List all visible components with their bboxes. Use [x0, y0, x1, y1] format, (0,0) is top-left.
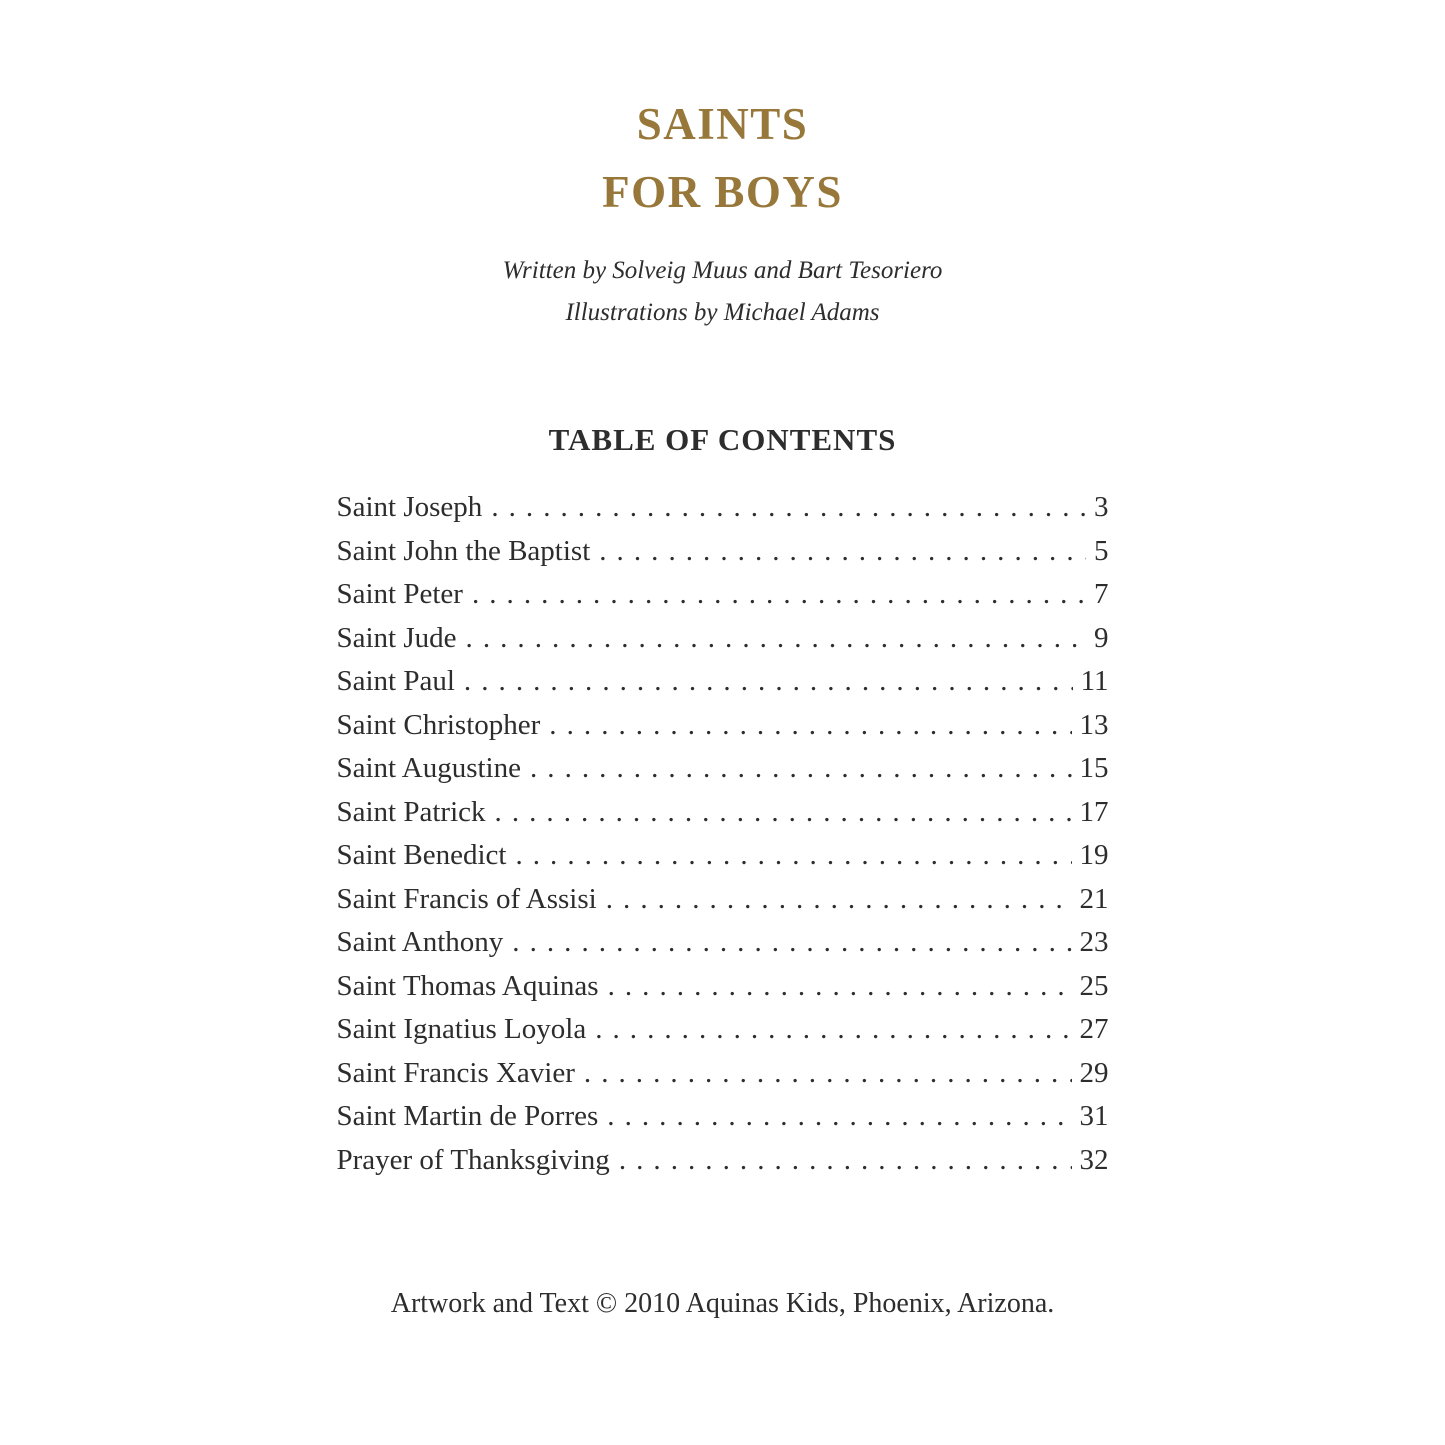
toc-entry [337, 660, 1109, 704]
toc-entry-label: Saint Joseph [336, 491, 483, 523]
toc-leader-dots [466, 617, 1086, 661]
toc-entry [337, 617, 1109, 661]
copyright-line: Artwork and Text © 2010 Aquinas Kids, Phoenix, Arizona. [390, 1288, 1055, 1319]
toc-leader-dots [495, 791, 1072, 835]
toc-leader-dots [515, 834, 1071, 878]
toc-entry-page-number: 31 [1079, 1100, 1109, 1132]
toc-entry [337, 878, 1109, 922]
toc-entry-label: Saint Thomas Aquinas [336, 969, 599, 1002]
toc-entry-label: Saint Martin de Porres [336, 1100, 599, 1132]
toc-entry-page-number: 25 [1079, 969, 1109, 1002]
toc-leader-dots [472, 573, 1086, 617]
toc-entry-page-number: 17 [1079, 795, 1109, 828]
toc-entry-page-number: 3 [1094, 491, 1109, 523]
toc-leader-dots [607, 1095, 1071, 1139]
toc-leader-dots [491, 486, 1086, 530]
toc-entry [337, 1052, 1109, 1096]
toc-leader-dots [608, 965, 1072, 1009]
toc-entry-label: Saint Patrick [336, 795, 486, 828]
toc-entry-label: Saint Peter [336, 578, 463, 610]
toc-entry [337, 530, 1109, 574]
toc-entry [337, 965, 1109, 1009]
toc-entry-label: Saint Jude [336, 621, 457, 654]
toc-entry [337, 1095, 1109, 1139]
toc-entry [337, 834, 1109, 878]
toc-entry-page-number: 19 [1079, 839, 1109, 871]
toc-leader-dots [464, 660, 1073, 704]
toc-entry-label: Saint Augustine [336, 752, 521, 784]
toc-entry [337, 791, 1109, 835]
book-title-line2: FOR BOYS [602, 167, 843, 217]
toc-entry-page-number: 23 [1079, 926, 1109, 958]
toc-leader-dots [599, 530, 1086, 574]
toc-entry [337, 1008, 1109, 1052]
toc-heading: TABLE OF CONTENTS [548, 422, 897, 457]
toc-leader-dots [595, 1008, 1071, 1052]
toc-entry [337, 747, 1109, 791]
toc-entry-page-number: 13 [1079, 708, 1109, 741]
toc-entry-page-number: 7 [1094, 578, 1109, 610]
toc-entry [337, 1139, 1109, 1183]
toc-leader-dots [512, 921, 1071, 965]
toc-entry-label: Saint Francis of Assisi [336, 882, 597, 915]
toc-entry-label: Saint Paul [336, 665, 455, 697]
toc-leader-dots [549, 704, 1071, 748]
toc-entry-page-number: 5 [1094, 534, 1109, 567]
toc-entry-label: Prayer of Thanksgiving [336, 1143, 610, 1176]
book-title [0, 0, 1445, 226]
byline-illustrator: Illustrations by Michael Adams [565, 299, 880, 326]
toc-leader-dots [530, 747, 1072, 791]
toc-entry [337, 573, 1109, 617]
toc-leader-dots [619, 1139, 1072, 1183]
toc-entry-page-number: 32 [1079, 1143, 1109, 1176]
toc-list [337, 486, 1109, 1182]
toc-entry-label: Saint Francis Xavier [336, 1056, 575, 1089]
toc-entry-page-number: 29 [1079, 1056, 1109, 1089]
toc-entry-page-number: 15 [1079, 752, 1109, 784]
book-title-line1: SAINTS [636, 99, 809, 149]
toc-entry-label: Saint Benedict [336, 839, 507, 871]
toc-entry-page-number: 21 [1079, 882, 1109, 915]
toc-entry [337, 921, 1109, 965]
toc-leader-dots [584, 1052, 1072, 1096]
toc-leader-dots [606, 878, 1072, 922]
toc-entry [337, 486, 1109, 530]
toc-entry [337, 704, 1109, 748]
toc-entry-page-number: 11 [1080, 665, 1109, 697]
toc-entry-page-number: 9 [1094, 621, 1109, 654]
toc-entry-label: Saint Ignatius Loyola [336, 1013, 587, 1045]
byline [0, 250, 1445, 334]
toc-entry-label: Saint John the Baptist [336, 534, 591, 567]
toc-entry-page-number: 27 [1079, 1013, 1109, 1045]
byline-authors: Written by Solveig Muus and Bart Tesoriero [502, 257, 943, 284]
toc-entry-label: Saint Anthony [336, 926, 504, 958]
toc-entry-label: Saint Christopher [336, 708, 541, 741]
